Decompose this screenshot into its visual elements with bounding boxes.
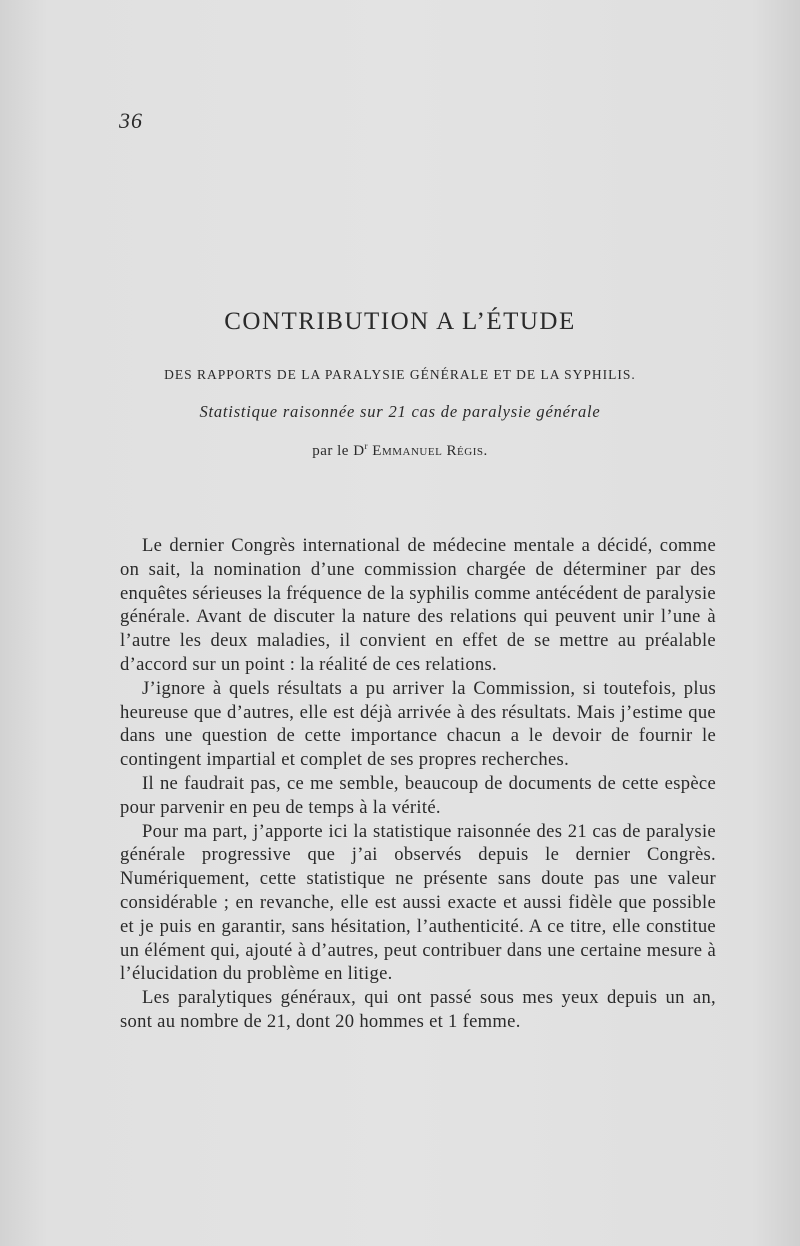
paragraph: Pour ma part, j’apporte ici la statistique raisonnée des 21 cas de paralysie générale progressive que j’ai observés depuis le dernier Congrès. Numériquement, cette statistique ne présente sans doute pas une valeur considérable ; en revanche, elle est aussi exacte et aussi fidèle que possible et je puis en garantir, sans hésitation, l’authenticité. A ce titre, elle constitue un élément qui, ajouté à d’autres, peut contribuer dans une certaine mesure à l’élucidation du problème en litige. xyxy=(120,820,716,985)
paragraph: Le dernier Congrès international de médecine mentale a décidé, comme on sait, la nomination d’une commission chargée de déterminer par des enquêtes sérieuses la fréquence de la syphilis comme antécédent de paralysie générale. Avant de discuter la nature des relations qui peuvent unir l’une à l’autre les deux maladies, il convient en effet de se mettre au préalable d’accord sur un point : la réalité de ces relations. xyxy=(120,535,716,675)
byline-sup: r xyxy=(364,441,369,451)
paragraph: Les paralytiques généraux, qui ont passé sous mes yeux depuis un an, sont au nombre de 21, dont 20 hommes et 1 femme. xyxy=(120,987,716,1032)
author-name: Emmanuel Régis. xyxy=(372,443,488,459)
byline-prefix: par le D xyxy=(312,443,365,459)
body-text xyxy=(120,534,716,1034)
author-byline xyxy=(0,441,800,460)
paragraph: Il ne faudrait pas, ce me semble, beaucoup de documents de cette espèce pour parvenir en peu de temps à la vérité. xyxy=(120,772,716,818)
article-title: CONTRIBUTION A L’ÉTUDE xyxy=(224,308,576,335)
page-number: 36 xyxy=(119,108,143,133)
article-subtitle: DES RAPPORTS DE LA PARALYSIE GÉNÉRALE ET DE LA SYPHILIS. xyxy=(164,367,636,382)
paragraph: J’ignore à quels résultats a pu arriver la Commission, si toutefois, plus heureuse que d’autres, elle est déjà arrivée à des résultats. Mais j’estime que dans une question de cette importance chacun a le devoir de fournir le contingent impartial et complet de ses propres recherches. xyxy=(120,677,716,771)
article-subtitle-italic: Statistique raisonnée sur 21 cas de paralysie générale xyxy=(199,402,601,421)
